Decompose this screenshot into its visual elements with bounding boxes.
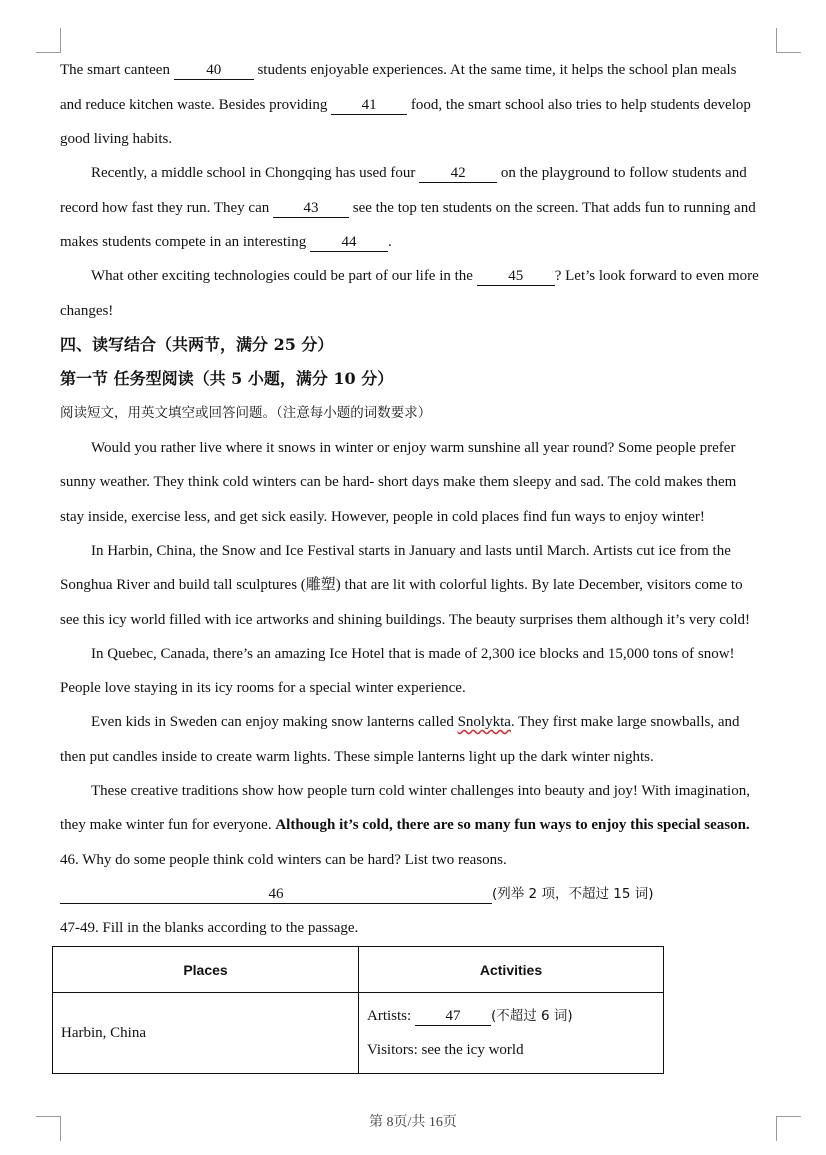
- page-footer: 第 8页/共 16页: [369, 1115, 457, 1130]
- cell-place-harbin: Harbin, China: [53, 993, 359, 1074]
- passage-p3-line-1: In Quebec, Canada, there’s an amazing Ice Hotel that is made of 2,300 ice blocks and 15,000 tons of snow!: [91, 646, 735, 662]
- blank-40[interactable]: 40: [174, 62, 254, 80]
- blank-42[interactable]: 42: [419, 165, 497, 183]
- spellcheck-word: Snolykta: [457, 714, 511, 730]
- cloze-line-8: changes!: [60, 303, 114, 319]
- question-46-answer-line: [60, 884, 776, 904]
- section-4-title: 四、读写结合（共两节，满分 25 分）: [60, 335, 334, 354]
- blank-45[interactable]: 45: [477, 268, 555, 286]
- cloze-line-7: What other exciting technologies could be part of our life in the 45 ? Let’s look forward to even more: [91, 268, 759, 284]
- passage-p3-line-2: People love staying in its icy rooms for a special winter experience.: [60, 680, 466, 696]
- blank-44[interactable]: 44: [310, 234, 388, 252]
- passage-p1-line-2: sunny weather. They think cold winters can be hard- short days make them sleepy and sad. The cold makes them: [60, 474, 737, 490]
- passage-p1-line-3: stay inside, exercise less, and get sick easily. However, people in cold places find fun ways to enjoy winter!: [60, 509, 705, 525]
- passage-p2-line-1: In Harbin, China, the Snow and Ice Festival starts in January and lasts until March. Artists cut ice from the: [91, 543, 731, 559]
- activities-table: [52, 946, 664, 1074]
- crop-mark-top-left: [36, 28, 61, 53]
- bold-sentence: Although it’s cold, there are so many fun ways to enjoy this special season.: [275, 817, 750, 833]
- passage-p2-line-3: see this icy world filled with ice artworks and shining buildings. The beauty surprises them although it’s very cold!: [60, 612, 751, 628]
- header-activities: Activities: [359, 947, 664, 993]
- cloze-line-1: The smart canteen 40 students enjoyable experiences. At the same time, it helps the school plan meals: [60, 62, 737, 78]
- passage-p4-line-2: then put candles inside to create warm lights. These simple lanterns light up the dark winter nights.: [60, 749, 654, 765]
- question-47-49: 47-49. Fill in the blanks according to the passage.: [60, 920, 359, 936]
- word-limit-note: (列举 2 项，不超过 15 词): [492, 886, 654, 902]
- blank-41[interactable]: 41: [331, 97, 407, 115]
- passage-p5-line-1: These creative traditions show how people turn cold winter challenges into beauty and joy! With imagination,: [91, 783, 750, 799]
- crop-mark-top-right: [776, 28, 801, 53]
- cloze-line-5: record how fast they run. They can 43 see the top ten students on the screen. That adds fun to running and: [60, 200, 756, 216]
- passage-p2-line-2: Songhua River and build tall sculptures (雕塑) that are lit with colorful lights. By late December, visitors come to: [60, 577, 743, 593]
- cell-activities-harbin: [359, 993, 664, 1074]
- blank-43[interactable]: 43: [273, 200, 349, 218]
- visitors-line: Visitors: see the icy world: [367, 1042, 524, 1058]
- passage-p1-line-1: Would you rather live where it snows in winter or enjoy warm sunshine all year round? Some people prefer: [91, 440, 736, 456]
- blank-46[interactable]: 46: [60, 886, 492, 904]
- instruction: 阅读短文，用英文填空或回答问题。（注意每小题的词数要求）: [60, 405, 432, 421]
- cloze-line-6: makes students compete in an interesting 44 .: [60, 234, 392, 250]
- passage-p5-line-2: they make winter fun for everyone. Although it’s cold, there are so many fun ways to enjoy this special season.: [60, 817, 750, 833]
- cloze-line-3: good living habits.: [60, 131, 173, 147]
- artists-line: Artists: 47 (不超过 6 词): [367, 1008, 573, 1024]
- question-46: 46. Why do some people think cold winters can be hard? List two reasons.: [60, 852, 507, 868]
- header-places: Places: [53, 947, 359, 993]
- cloze-line-4: Recently, a middle school in Chongqing has used four 42 on the playground to follow students and: [91, 165, 747, 181]
- part-1-title: 第一节 任务型阅读（共 5 小题，满分 10 分）: [60, 369, 394, 388]
- blank-47[interactable]: 47: [415, 1008, 491, 1026]
- passage-p4-line-1: Even kids in Sweden can enjoy making snow lanterns called Snolykta. They first make large snowballs, and: [91, 714, 740, 730]
- cloze-line-2: and reduce kitchen waste. Besides providing 41 food, the smart school also tries to help students develop: [60, 97, 751, 113]
